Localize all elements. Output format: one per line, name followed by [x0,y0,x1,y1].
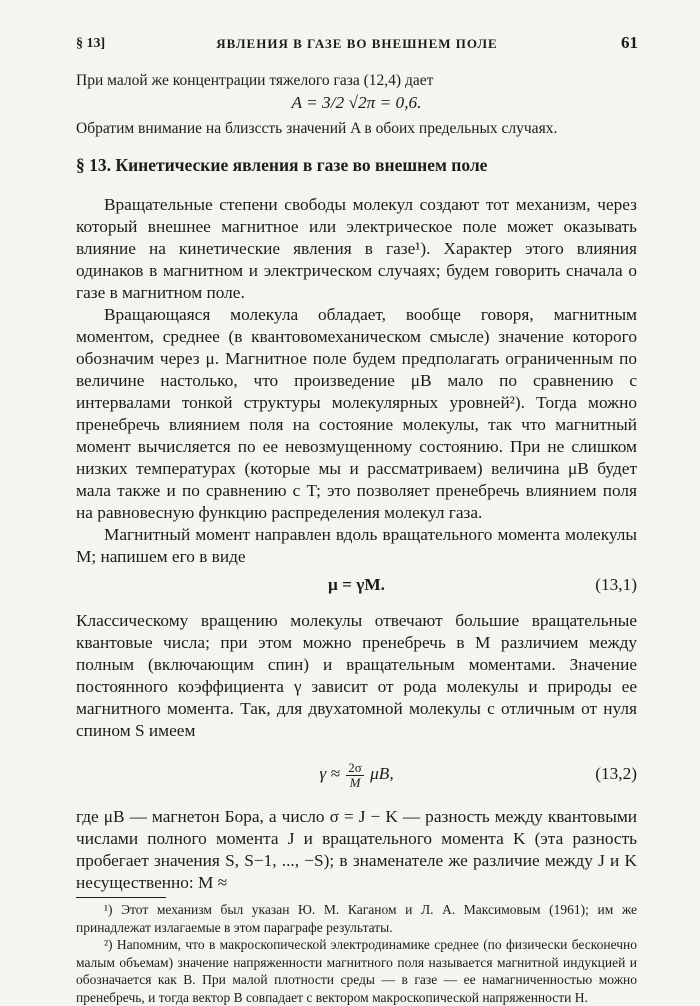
page-body [76,70,637,1006]
equation-13-2-rhs: μB, [370,764,394,783]
paragraph-5: где μB — магнетон Бора, а число σ = J − K — разность между квантовыми числами полного момента J и вращательного момента K (эта разность пробегает значения S, S−1, ..., −S); в знаменателе же различие между J и K несущественно: M ≈ [76,807,637,892]
running-header [76,30,638,56]
paragraph-4: Классическому вращению молекулы отвечают большие вращательные квантовые числа; при этом можно пренебречь в M различием между полным (включающим спин) и вращательным моментами. Значение постоянного коэффициента γ зависит от рода молекулы и природы ее магнитного момента. Так, для двухатомной молекулы с отличным от нуля спином S имеем [76,611,637,740]
paragraph-2: Вращающаяся молекула обладает, вообще говоря, магнитным моментом, среднее (в квантовомеханическом смысле) значение которого обозначим через μ. Магнитное поле будем предполагать ограниченным по величине настолько, что произведение μB мало по сравнению с интервалами тонкой структуры молекулярных уровней²). Тогда можно пренебречь влиянием поля на состояние молекулы, так что магнитный момент вычисляется по ее невозмущенному состоянию. При не слишком низких температурах (которые мы и рассматриваем) величина μB будет мала также и по сравнению с T; это позволяет пренебречь влиянием поля на равновесную функцию распределения молекул газа. [76,305,637,522]
paragraph-1: Вращательные степени свободы молекул создают тот механизм, через который внешнее магнитное или электрическое поле может оказывать влияние на кинетические явления в газе¹). Характер этого влияния одинаков в магнитном и электрическом случаях; будем говорить сначала о газе в магнитном поле. [76,195,637,302]
footnote-1: ¹) Этот механизм был указан Ю. М. Каганом и Л. А. Максимовым (1961); им же принадлежат излагаемые в этом параграфе результаты. [76,902,637,935]
fraction-numerator: 2σ [348,759,362,775]
equation-13-2-fraction [346,761,364,790]
footnote-2: ²) Напомним, что в макроскопической электродинамике среднее (по физически бесконечно малым объемам) значение напряженности магнитного поля называется магнитной индукцией и обозначается как B. При малой плотности среды — в газе — ее намагниченностью можно пренебречь, и тогда вектор B совпадает с вектором макроскопической напряженности H. [76,937,637,1005]
equation-13-2-lhs: γ ≈ [319,764,340,783]
intro-remark: Обратим внимание на близссть значений A в обоих предельных случаях. [76,120,558,137]
intro-formula [76,92,637,118]
paragraph-3: Магнитный момент направлен вдоль вращательного момента молекулы M; напишем его в виде [76,525,637,566]
equation-13-2-number: (13,2) [595,764,637,783]
page-number: 61 [621,33,638,52]
intro-line: При малой же концентрации тяжелого газа (12,4) дает [76,72,434,89]
equation-13-2 [76,754,637,794]
header-title: ЯВЛЕНИЯ В ГАЗЕ ВО ВНЕШНЕМ ПОЛЕ [216,36,498,51]
equation-13-1-expr: μ = γM. [328,575,385,594]
equation-13-1-number: (13,1) [595,575,637,594]
intro-formula-text: A = 3/2 √2π = 0,6. [291,93,422,112]
header-section: § 13] [76,36,106,51]
footnote-divider [76,897,166,898]
section-heading: § 13. Кинетические явления в газе во внешнем поле [76,155,488,175]
equation-13-1 [76,574,637,600]
fraction-denominator: M [349,774,361,790]
